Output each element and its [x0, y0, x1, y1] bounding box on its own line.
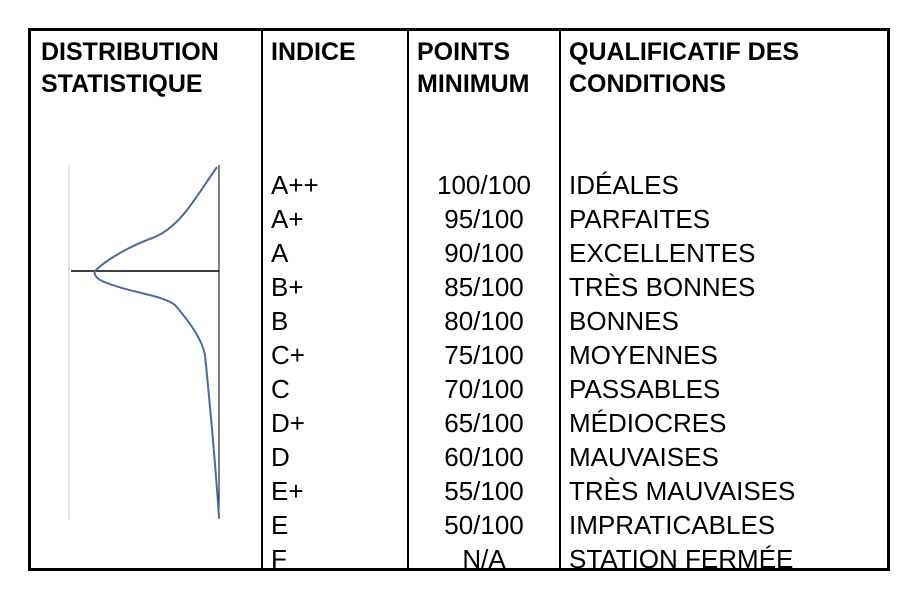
points-cell: 70/100 [444, 374, 524, 404]
qualificatif-cell: TRÈS BONNES [569, 272, 756, 302]
points-cell: 95/100 [444, 204, 524, 234]
distribution-curve-graphic [67, 165, 227, 520]
indice-cell: C [271, 374, 290, 404]
indice-cell: D [271, 442, 290, 472]
indice-cell: F [271, 544, 287, 574]
qualificatif-cell: IDÉALES [569, 170, 679, 200]
qualificatif-cell: TRÈS MAUVAISES [569, 476, 796, 506]
indice-column [271, 168, 401, 576]
points-cell: 80/100 [444, 306, 524, 336]
points-cell: N/A [462, 544, 506, 574]
indice-cell: C+ [271, 340, 305, 370]
header-points: POINTS MINIMUM [417, 38, 530, 98]
column-divider [261, 31, 263, 568]
qualificatif-cell: BONNES [569, 306, 679, 336]
header-indice: INDICE [271, 38, 356, 66]
points-cell: 75/100 [444, 340, 524, 370]
qualificatif-cell: MÉDIOCRES [569, 408, 727, 438]
qualificatif-cell: MAUVAISES [569, 442, 719, 472]
points-cell: 100/100 [437, 170, 531, 200]
indice-cell: B [271, 306, 289, 336]
header-distribution: DISTRIBUTION STATISTIQUE [41, 38, 219, 98]
qualificatif-cell: MOYENNES [569, 340, 718, 370]
qualificatif-column [569, 168, 889, 576]
column-divider [559, 31, 561, 568]
points-cell: 55/100 [444, 476, 524, 506]
indice-cell: D+ [271, 408, 305, 438]
qualificatif-cell: IMPRATICABLES [569, 510, 776, 540]
indice-cell: B+ [271, 272, 304, 302]
points-cell: 85/100 [444, 272, 524, 302]
qualificatif-cell: PASSABLES [569, 374, 721, 404]
indice-cell: A++ [271, 170, 319, 200]
qualificatif-cell: PARFAITES [569, 204, 711, 234]
indice-cell: A [271, 238, 289, 268]
points-cell: 50/100 [444, 510, 524, 540]
points-cell: 65/100 [444, 408, 524, 438]
points-cell: 60/100 [444, 442, 524, 472]
qualificatif-cell: STATION FERMÉE [569, 544, 794, 574]
indice-cell: E [271, 510, 289, 540]
points-column [409, 168, 559, 576]
indice-cell: A+ [271, 204, 304, 234]
points-cell: 90/100 [444, 238, 524, 268]
header-qualificatif: QUALIFICATIF DES CONDITIONS [569, 38, 800, 98]
qualificatif-cell: EXCELLENTES [569, 238, 756, 268]
indice-cell: E+ [271, 476, 304, 506]
rating-table [28, 28, 890, 574]
distribution-curve [95, 167, 219, 517]
